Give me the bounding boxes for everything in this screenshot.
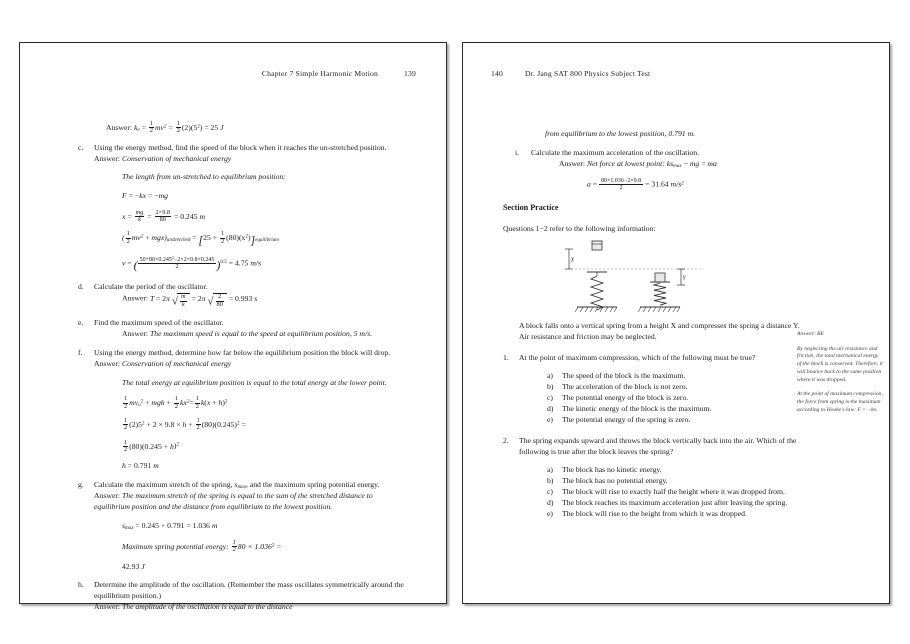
math-line-3: $\frac{1}{2}$ $(80)(0.245 + h)^2$	[124, 438, 179, 454]
question-number: 2.	[503, 435, 509, 445]
list-item-h	[78, 580, 408, 613]
item-answer	[94, 154, 408, 165]
option-text: The block has no potential energy.	[562, 476, 668, 486]
answer-label: Answer:	[122, 293, 149, 303]
right-page-folio: 140	[491, 69, 503, 78]
question-number: 1.	[503, 352, 509, 362]
option-b[interactable]	[547, 476, 803, 487]
item-answer	[94, 329, 408, 340]
answer-math-fraction: a = $\frac{80\times 1.036-2\times 9.8}{2}$ = 31.64 $m/s^2$	[587, 177, 684, 191]
falling-block	[592, 241, 602, 250]
option-e[interactable]	[547, 415, 803, 426]
math-line-2: $\frac{1}{2}$ $(2)5^2 + 2 \times 9.8 \times h$ + $\frac{1}{2}$ $(80)(0.245)^2$ =	[124, 417, 246, 432]
answer-text: Net force at lowest point:	[586, 158, 665, 168]
answer-text: The amplitude of the oscillation is equal to the distance	[121, 602, 293, 612]
figure-label-y: Y	[682, 275, 686, 282]
option-a[interactable]	[547, 371, 803, 382]
item-answer	[531, 159, 803, 170]
left-page-body	[78, 121, 408, 613]
option-letter: a)	[547, 371, 553, 381]
option-a[interactable]	[547, 465, 803, 476]
ground-hatching-left	[575, 307, 617, 312]
option-letter: c)	[547, 393, 553, 403]
question-1-options	[519, 371, 803, 426]
right-page-body	[503, 121, 803, 520]
answer-text: Conservation of mechanical energy	[121, 153, 232, 163]
math-line-1: $s_{max} = 0.245 + 0.791 = 1.036$ m	[122, 520, 218, 532]
answer-label: Answer:	[94, 491, 121, 501]
option-text: The kinetic energy of the block is the maximum.	[562, 404, 712, 414]
section-practice-heading: Section Practice	[503, 203, 559, 213]
item-marker: f.	[78, 348, 83, 358]
item-marker: h.	[78, 580, 84, 590]
item-answer	[94, 602, 408, 613]
option-letter: b)	[547, 476, 554, 486]
item-subtext: The total energy at equilibrium position is equal to the total energy at the lower point.	[122, 377, 387, 387]
math-line-1: $\frac{1}{2}$ $mv_o^2$ + mgh + $\frac{1}{2}$ $kx^2=$ $\frac{1}{2}$ $k(x + h)^2$	[124, 395, 228, 410]
item-question: Calculate the maximum acceleration of the oscillation.	[531, 147, 699, 157]
answer-label: Answer:	[559, 158, 586, 168]
math-line-4: h = 0.791 m	[122, 461, 159, 471]
math-line-4: v = ( $\frac{50+80\times 0.245^2-2\times 2\times 9.8\times 0.245}{2}$ )$^{0.5}$ = 4.75 m/s	[122, 255, 261, 273]
math-line-1: F = −kx = −mg	[122, 191, 168, 201]
margin-explanation-1: By neglecting the air resistance and friction, the total mechanical energy of the block is conserved. Therefore, it will bounce back to the same position where it was dropped.	[797, 345, 883, 383]
math-line-3: ( $\frac{1}{2}$ $mv^2 + mgx)_{unstretched} = [25$ + $\frac{1}{2}$ $(80)(x^2)]_{equilibrium}$	[122, 230, 279, 247]
answer-previous-item	[78, 121, 408, 135]
block-falling-onto-vertical-spring-diagram	[551, 241, 741, 317]
option-letter: b)	[547, 382, 554, 392]
answer-label: Answer:	[94, 359, 121, 369]
item-marker: c.	[78, 142, 84, 152]
answer-label: Answer:	[106, 122, 133, 132]
figure-block-spring	[503, 241, 803, 319]
item-question: Calculate the maximum stretch of the spring, $s_{max}$, and the maximum spring potential energy.	[94, 480, 380, 491]
item-answer	[94, 293, 408, 310]
item-subtext: The length from un-stretched to equilibrium position:	[122, 172, 286, 182]
option-letter: c)	[547, 487, 553, 497]
answer-math: $k_e$ = $\frac{1}{2}$ $mv^2$ = $\frac{1}{2}$ $(2)(5^2) = 25$ J	[133, 120, 224, 135]
question-stem: At the point of maximum compression, which of the following must be true?	[519, 352, 756, 362]
answer-label: Answer:	[94, 153, 121, 163]
item-question: Calculate the period of the oscillator.	[94, 282, 208, 292]
margin-answer-note	[797, 331, 883, 421]
question-2-options	[519, 465, 803, 520]
answer-text: The maximum speed is equal to the speed at equilibrium position, 5 m/s.	[149, 329, 373, 339]
item-marker: i.	[515, 147, 520, 157]
questions-intro: Questions 1−2 refer to the following information:	[503, 223, 656, 233]
list-item-c	[78, 143, 408, 274]
option-b[interactable]	[547, 382, 803, 393]
chapter-title: Chapter 7 Simple Harmonic Motion	[261, 69, 378, 78]
math-line-3: 42.93 J	[122, 561, 145, 571]
answer-math-inline: $ks_{max}$ − mg = ma	[666, 158, 717, 169]
ground-hatching-right	[638, 307, 680, 312]
option-letter: e)	[547, 414, 553, 424]
list-item-g	[78, 480, 408, 572]
item-question: Determine the amplitude of the oscillation. (Remember the mass oscillates symmetrically around the equilibrium position.)	[94, 580, 404, 601]
compressed-spring	[654, 283, 666, 305]
option-letter: d)	[547, 404, 554, 414]
option-d[interactable]	[547, 404, 803, 415]
option-letter: d)	[547, 498, 554, 508]
answer-text: The maximum stretch of the spring is equal to the sum of the stretched distance to equilibrium position and the distance from equilibrium to the lowest position.	[94, 491, 373, 512]
option-letter: a)	[547, 465, 553, 475]
answer-label: Answer:	[94, 602, 121, 612]
option-c[interactable]	[547, 393, 803, 404]
math-line-2: x = $\frac{mg}{k}$ = $\frac{2\times 9.8}{80}$ = 0.245 m	[122, 208, 206, 224]
item-marker: e.	[78, 318, 84, 328]
item-marker: d.	[78, 282, 84, 292]
continued-answer-line: from equilibrium to the lowest position, 0.791 m.	[545, 128, 696, 138]
question-2	[503, 436, 803, 520]
list-item-e	[78, 318, 408, 340]
question-stem: The spring expands upward and throws the block vertically back into the air. Which of the following is true after the block leaves the spring?	[519, 435, 797, 456]
option-c[interactable]	[547, 487, 803, 498]
right-page	[462, 42, 890, 604]
item-question: Using the energy method, determine how far below the equilibrium position the block will drop.	[94, 348, 391, 358]
left-page	[19, 42, 447, 612]
item-question: Using the energy method, find the speed of the block when it reaches the un-stretched position.	[94, 142, 387, 152]
option-text: The potential energy of the block is zero.	[562, 393, 689, 403]
option-text: The block reaches its maximum acceleration just after leaving the spring.	[562, 498, 788, 508]
item-answer	[94, 359, 408, 370]
option-text: The block has no kinetic energy.	[562, 465, 662, 475]
right-page-running-head	[491, 69, 650, 78]
answer-math: T = 2π √ $\frac{m}{k}$ = 2π √ $\frac{2}{80}$ = 0.993 s	[149, 293, 258, 308]
math-line-2: Maximum spring potential energy: $\frac{1}{2}$ $80 \times 1.036^2$ =	[122, 538, 282, 554]
answer-text: Conservation of mechanical energy	[121, 359, 232, 369]
list-item-i	[515, 148, 803, 192]
option-text: The block will rise to the height from which it was dropped.	[562, 509, 747, 519]
question-1	[503, 353, 803, 426]
option-text: The block will rise to exactly half the height where it was dropped from.	[562, 487, 785, 497]
option-text: The acceleration of the block is not zero.	[562, 382, 688, 392]
left-page-folio: 139	[404, 69, 416, 78]
option-e[interactable]	[547, 509, 803, 520]
item-marker: g.	[78, 480, 84, 490]
item-question: Find the maximum speed of the oscillator.	[94, 318, 224, 328]
resting-block	[655, 273, 665, 282]
margin-answer-key: Answer: BE	[797, 331, 824, 337]
relaxed-spring	[591, 276, 603, 310]
book-title: Dr. Jang SAT 800 Physics Subject Test	[525, 69, 651, 78]
left-page-running-head	[262, 69, 416, 78]
list-item-f	[78, 348, 408, 472]
margin-explanation-2: At the point of maximum compression, the force from spring is the maximum according to Hooke's law: F = −kx.	[797, 391, 883, 413]
option-text: The potential energy of the spring is zero.	[562, 414, 691, 424]
option-d[interactable]	[547, 498, 803, 509]
option-letter: e)	[547, 509, 553, 519]
option-text: The speed of the block is the maximum.	[562, 371, 686, 381]
answer-label: Answer:	[122, 329, 149, 339]
figure-passage: A block falls onto a vertical spring from a height X and compresses the spring a distance Y. Air resistance and friction may be neglected.	[519, 320, 800, 341]
item-answer	[94, 491, 408, 513]
figure-label-x: X	[570, 257, 575, 264]
list-item-d	[78, 282, 408, 310]
